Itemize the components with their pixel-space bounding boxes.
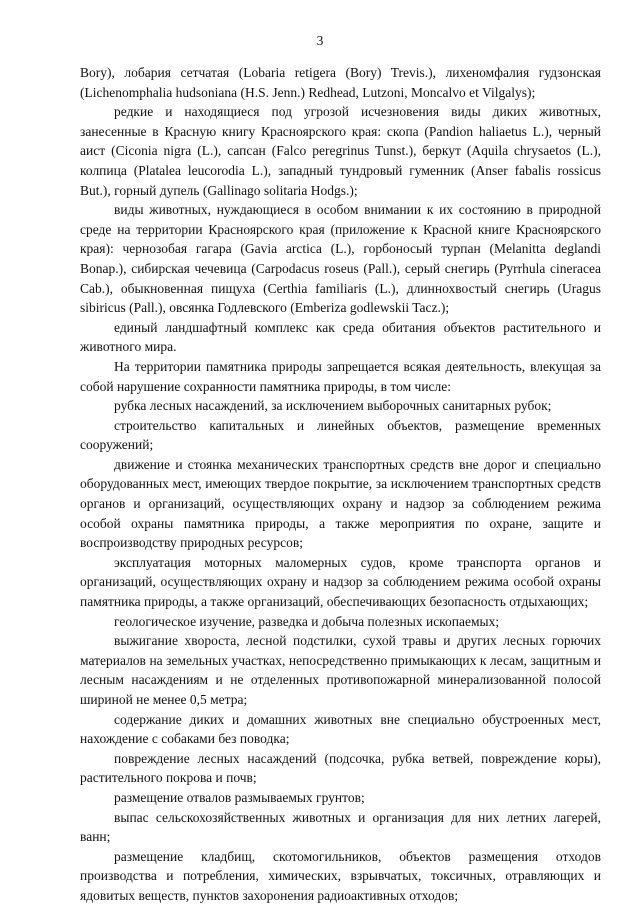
paragraph: повреждение лесных насаждений (подсочка, рубка ветвей, повреждение коры), растительного покрова и почв; [80,750,601,786]
paragraph: движение и стоянка механических транспортных средств вне дорог и специально оборудованных мест, имеющих твердое покрытие, за исключением транспортных средств органов и организаций, осуществляющих охрану и надзор за соблюдением режима особой охраны памятника природы, а также мероприятия по охране, защите и воспроизводству природных ресурсов; [80,456,601,551]
paragraph: единый ландшафтный комплекс как среда обитания объектов растительного и животного мира. [80,319,601,355]
paragraph: эксплуатация моторных маломерных судов, кроме транспорта органов и организаций, осуществляющих охрану и надзор за соблюдением режима особой охраны памятника природы, а также организаций, обеспечивающих безопасность отдыхающих; [80,554,601,610]
paragraph: выжигание хвороста, лесной подстилки, сухой травы и других лесных горючих материалов на земельных участках, непосредственно примыкающих к лесам, защитным и лесным насаждениям и не отделенных противопожарной минерализованной полосой шириной не менее 0,5 метра; [80,633,601,707]
paragraph: геологическое изучение, разведка и добыча полезных ископаемых; [114,613,500,629]
paragraph: На территории памятника природы запрещается всякая деятельность, влекущая за собой нарушение сохранности памятника природы, в том числе: [80,358,601,394]
paragraph: Bory), лобария сетчатая (Lobaria retigera (Bory) Trevis.), лихеномфалия гудзонская (Lichenomphalia hudsoniana (H.S. Jenn.) Redhead, Lutzoni, Moncalvo et Vilgalys); [80,65,601,100]
paragraph: редкие и находящиеся под угрозой исчезновения виды диких животных, занесенные в Красную книгу Красноярского края: скопа (Pandion haliaetus L.), черный аист (Ciconia nigra (L.), сапсан (Falco peregrinus Tunst.), беркут (Aquila chrysaetos (L.), колпица (Platalea leucorodia L.), западный тундровый гуменник (Anser fabalis rossicus But.), горный дупель (Gallinago solitaria Hodgs.); [80,104,601,198]
paragraph: содержание диких и домашних животных вне специально обустроенных мест, нахождение с собаками без поводка; [80,711,601,747]
paragraph: рубка лесных насаждений, за исключением выборочных санитарных рубок; [114,398,552,414]
paragraph: виды животных, нуждающиеся в особом внимании к их состоянию в природной среде на территории Красноярского края (приложение к Красной книге Красноярского края): чернозобая гагара (Gavia arctica (L.), горбоносый турпан (Melanitta deglandi Bonap.), сибирская чечевица (Carpodacus roseus (Pall.), серый снегирь (Pyrrhula cineracea Cab.), обыкновенная пищуха (Certhia familiaris (L.), длиннохвостый снегирь (Uragus sibiricus (Pall.), овсянка Годлевского (Emberiza godlewskii Tacz.); [80,202,601,316]
document-body [80,63,601,906]
paragraph: выпас сельскохозяйственных животных и организация для них летних лагерей, ванн; [80,809,601,845]
paragraph: размещение отвалов размываемых грунтов; [114,789,365,805]
paragraph: строительство капитальных и линейных объектов, размещение временных сооружений; [80,417,601,453]
paragraph: размещение кладбищ, скотомогильников, объектов размещения отходов производства и потребления, химических, взрывчатых, токсичных, отравляющих и ядовитых веществ, пунктов захоронения радиоактивных отходов; [80,848,601,903]
page-number: 3 [316,33,324,48]
